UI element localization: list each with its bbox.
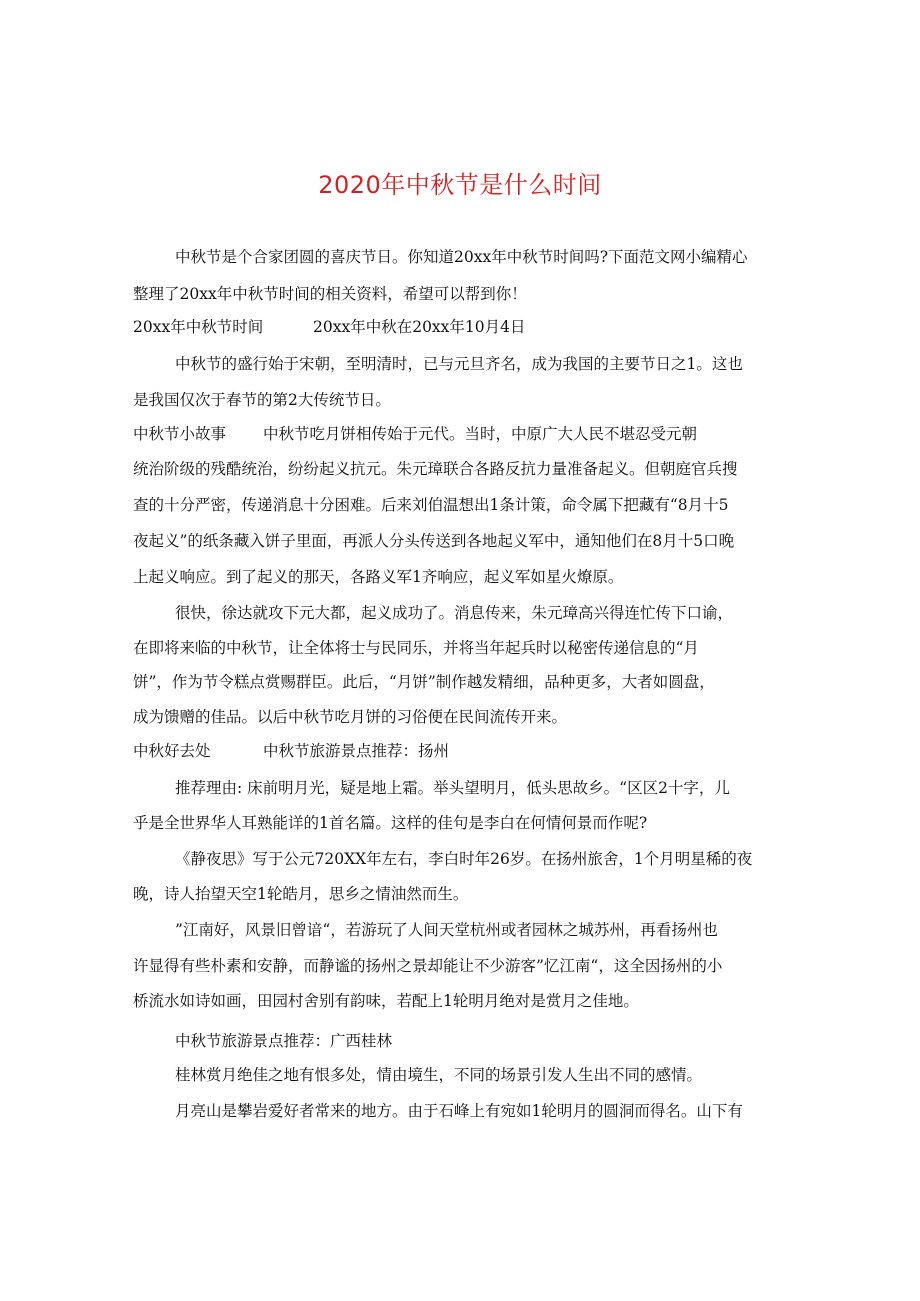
- paragraph-line: 上起义响应。到了起义的那天，各路义军1齐响应，起义军如星火燎原。: [133, 568, 624, 586]
- paragraph-line: 饼”，作为节令糕点赏赐群臣。此后，“月饼”制作越发精细，品种更多，大者如圆盘，: [133, 673, 715, 691]
- paragraph-line: 是我国仅次于春节的第2大传统节日。: [133, 391, 391, 409]
- paragraph-line: 推荐理由: 床前明月光，疑是地上霜。举头望明月，低头思故乡。“区区2十字，儿: [175, 779, 730, 797]
- paragraph-line: 许显得有些朴素和安静，而静谧的扬州之景却能让不少游客”忆江南“，这全因扬州的小: [133, 957, 723, 975]
- document-title: 2020年中秋节是什么时间: [318, 171, 602, 199]
- section-label: 中秋节小故事: [133, 425, 227, 443]
- paragraph-line: 成为馈赠的佳品。以后中秋节吃月饼的习俗便在民间流传开来。: [133, 708, 568, 726]
- paragraph-line: 桂林赏月绝佳之地有恨多处，情由境生，不同的场景引发人生出不同的感情。: [175, 1066, 703, 1084]
- paragraph-line: 乎是全世界华人耳熟能详的1首名篇。这样的佳句是李白在何情何景而作呢?: [133, 814, 648, 832]
- paragraph-line: 查的十分严密，传递消息十分困难。后来刘伯温想出1条计策，命令属下把藏有“8月十5: [133, 496, 729, 514]
- paragraph-line: 20xx年中秋在20xx年10月4日: [313, 318, 526, 336]
- paragraph-line: 很快，徐达就攻下元大都，起义成功了。消息传来，朱元璋高兴得连忙传下口谕，: [175, 604, 734, 622]
- paragraph-line: 中秋节旅游景点推荐：广西桂林: [175, 1032, 393, 1050]
- paragraph-line: 《静夜思》写于公元720XX年左右，李白时年26岁。在扬州旅舍，1个月明星稀的夜: [175, 850, 753, 868]
- paragraph-line: 月亮山是攀岩爱好者常来的地方。由于石峰上有宛如1轮明月的圆洞而得名。山下有: [175, 1102, 743, 1120]
- paragraph-line: 桥流水如诗如画，田园村舍别有韵味，若配上1轮明月绝对是赏月之佳地。: [133, 992, 639, 1010]
- paragraph-line: 中秋节是个合家团圆的喜庆节日。你知道20xx年中秋节时间吗?下面范文网小编精心: [175, 248, 748, 266]
- section-label: 中秋好去处: [133, 742, 211, 760]
- paragraph-line: 中秋节吃月饼相传始于元代。当时，中原广大人民不堪忍受元朝: [263, 425, 698, 443]
- paragraph-line: 晚，诗人抬望天空1轮皓月，思乡之情油然而生。: [133, 885, 469, 903]
- paragraph-line: 夜起义”的纸条藏入饼子里面，再派人分头传送到各地起义军中，通知他们在8月十5口晚: [133, 532, 735, 550]
- paragraph-line: 中秋节的盛行始于宋朝，至明清时，已与元旦齐名，成为我国的主要节日之1。这也: [175, 355, 743, 373]
- paragraph-line: 在即将来临的中秋节，让全体将士与民同乐，并将当年起兵时以秘密传递信息的“月: [133, 639, 699, 657]
- paragraph-line: 统治阶级的残酷统治，纷纷起义抗元。朱元璋联合各路反抗力量准备起义。但朝庭官兵搜: [133, 460, 738, 478]
- section-label: 20xx年中秋节时间: [133, 318, 264, 336]
- paragraph-line: 中秋节旅游景点推荐：扬州: [263, 742, 450, 760]
- paragraph-line: ”江南好，风景旧曾谙“，若游玩了人间天堂杭州或者园林之城苏州，再看扬州也: [175, 921, 718, 939]
- paragraph-line: 整理了20xx年中秋节时间的相关资料，希望可以帮到你！: [133, 285, 527, 303]
